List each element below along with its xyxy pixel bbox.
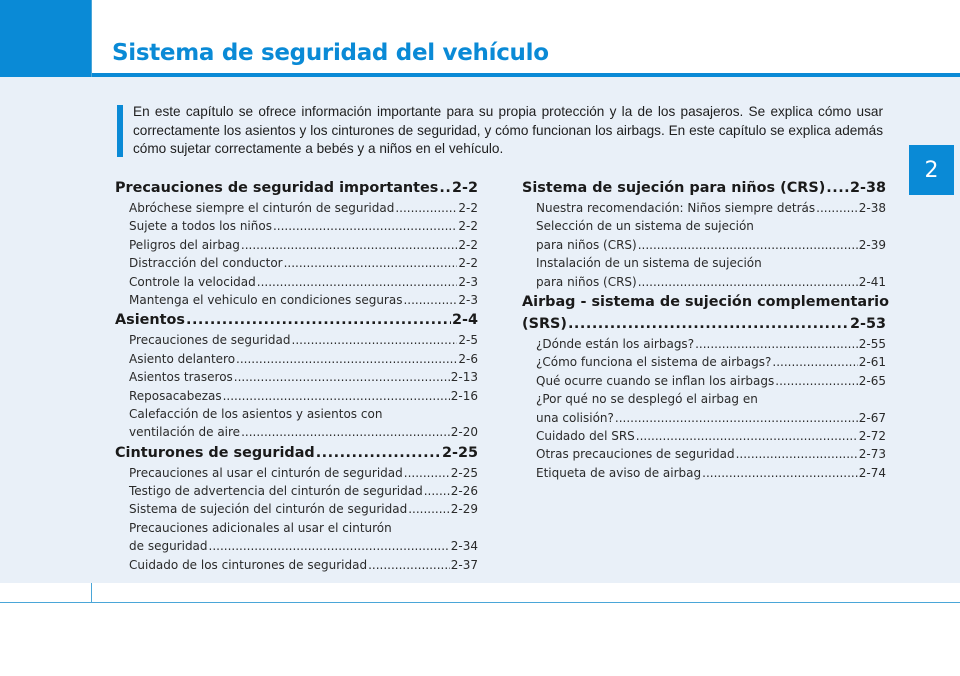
page-number: 2-34 [450, 539, 478, 554]
dot-leader [395, 199, 457, 217]
chapter-tab[interactable] [909, 145, 954, 195]
toc-entry[interactable] [522, 273, 886, 291]
toc-section-title: Asientos [115, 312, 185, 329]
page-number: 2-38 [849, 180, 886, 196]
toc-entry-title: Reposacabezas [129, 388, 222, 403]
toc-entry[interactable] [522, 199, 886, 217]
toc-right-column [522, 177, 889, 482]
page-number: 2-6 [458, 351, 478, 366]
dot-leader [615, 409, 858, 427]
page-number: 2-38 [858, 201, 886, 215]
toc-entry-title: Mantenga el vehiculo en condiciones seguras [129, 292, 403, 307]
intro-accent-bar [117, 105, 123, 157]
page-number: 2-2 [458, 237, 478, 252]
toc-entry-title: Asientos traseros [129, 370, 233, 385]
dot-leader [636, 427, 858, 445]
toc-entry-title: Controle la velocidad [129, 274, 256, 289]
toc-entry-title: Etiqueta de aviso de airbag [536, 465, 702, 480]
dot-leader [638, 236, 858, 254]
toc-entry[interactable] [115, 199, 478, 217]
page-number: 2-13 [450, 370, 478, 385]
toc-entry[interactable] [115, 387, 478, 405]
page-number: 2-5 [458, 333, 478, 348]
toc-entry[interactable] [115, 331, 478, 349]
page-number: 2-2 [452, 180, 478, 196]
page-number: 2-2 [458, 219, 478, 234]
page-number: 2-39 [858, 237, 886, 252]
toc-entry[interactable] [115, 236, 478, 254]
toc-entry[interactable] [115, 217, 478, 235]
toc-entry-title: Qué ocurre cuando se inflan los airbags [536, 373, 775, 388]
page-number: 2-20 [450, 425, 478, 440]
toc-entry-title-line[interactable]: Selección de un sistema de sujeción [536, 219, 754, 234]
toc-entry[interactable] [522, 236, 886, 254]
page-number: 2-55 [858, 336, 886, 351]
page-number: 2-4 [452, 312, 478, 329]
toc-entry[interactable] [522, 409, 886, 427]
toc-entry-title: Asiento delantero [129, 351, 236, 366]
toc-section-title-line[interactable]: Airbag - sistema de sujeción complementario [522, 293, 889, 310]
page-number: 2-3 [458, 292, 478, 307]
dot-leader [702, 464, 858, 482]
dot-leader [368, 556, 450, 574]
toc-entry[interactable] [115, 464, 478, 482]
toc-section-title: Precauciones de seguridad importantes [115, 180, 439, 196]
page-number: 2-53 [849, 315, 886, 332]
toc-entry[interactable] [522, 427, 886, 445]
dot-leader [638, 273, 858, 291]
toc-entry-title: una colisión? [536, 410, 614, 425]
toc-left-column [115, 177, 478, 574]
page-number: 2-67 [858, 410, 886, 425]
toc-entry[interactable] [115, 537, 478, 555]
dot-leader [736, 445, 858, 463]
dot-leader [403, 291, 457, 309]
page-number: 2-16 [450, 388, 478, 403]
toc-entry[interactable] [115, 273, 478, 291]
toc-entry-title: de seguridad [129, 539, 208, 554]
toc-entry[interactable] [522, 445, 886, 463]
toc-entry-title: Otras precauciones de seguridad [536, 447, 735, 462]
page-number: 2-3 [458, 274, 478, 289]
dot-leader [241, 236, 457, 254]
page-number: 2-29 [450, 502, 478, 517]
toc-entry[interactable] [522, 372, 886, 390]
dot-leader [775, 372, 858, 390]
dot-leader [404, 464, 450, 482]
toc-entry-title: Distracción del conductor [129, 256, 283, 271]
toc-entry-title-line[interactable]: Precauciones adicionales al usar el cinturón [129, 520, 392, 535]
dot-leader [772, 353, 857, 371]
toc-entry-title: Precauciones al usar el cinturón de seguridad [129, 465, 403, 480]
toc-section-title: Sistema de sujeción para niños (CRS) [522, 180, 826, 196]
toc-entry-title: para niños (CRS) [536, 237, 637, 252]
page-number: 2-74 [858, 465, 886, 480]
toc-entry[interactable] [522, 464, 886, 482]
toc-section[interactable] [115, 309, 478, 331]
page-number: 2-73 [858, 447, 886, 462]
footer-rule [0, 602, 960, 603]
toc-entry[interactable] [522, 335, 886, 353]
toc-entry[interactable] [115, 254, 478, 272]
toc-entry[interactable] [522, 353, 886, 371]
dot-leader [568, 313, 849, 335]
toc-entry-title: Testigo de advertencia del cinturón de seguridad [129, 484, 423, 499]
toc-entry[interactable] [115, 368, 478, 386]
toc-section-title: Cinturones de seguridad [115, 444, 315, 461]
page-number: 2-61 [858, 355, 886, 370]
page-number: 2-25 [441, 444, 478, 461]
toc-entry-title: Precauciones de seguridad [129, 333, 291, 348]
toc-section[interactable] [522, 177, 886, 199]
toc-entry-title: para niños (CRS) [536, 274, 637, 289]
toc-entry-title: Cuidado del SRS [536, 428, 635, 443]
page-number: 2-2 [458, 201, 478, 215]
chapter-number: 2 [924, 157, 939, 183]
dot-leader [408, 500, 450, 518]
toc-section[interactable] [115, 442, 478, 464]
dot-leader [292, 331, 458, 349]
toc-entry[interactable] [115, 423, 478, 441]
toc-entry-title-line[interactable]: ¿Por qué no se desplegó el airbag en [536, 392, 758, 407]
dot-leader [816, 199, 858, 217]
dot-leader [223, 387, 450, 405]
page-number: 2-72 [858, 428, 886, 443]
dot-leader [316, 442, 441, 464]
dot-leader [424, 482, 450, 500]
toc-entry[interactable] [115, 482, 478, 500]
page-title: Sistema de seguridad del vehículo [112, 40, 549, 66]
toc-section-title: (SRS) [522, 315, 567, 332]
dot-leader [234, 368, 450, 386]
toc-entry[interactable] [115, 350, 478, 368]
page-number: 2-26 [450, 484, 478, 499]
page-number: 2-41 [858, 274, 886, 289]
dot-leader [241, 423, 450, 441]
toc-entry-title: Peligros del airbag [129, 237, 240, 252]
toc-entry-title-line[interactable]: Instalación de un sistema de sujeción [536, 256, 762, 271]
title-underline [92, 73, 960, 77]
toc-entry-title: Sujete a todos los niños [129, 219, 272, 234]
dot-leader [439, 177, 451, 199]
dot-leader [186, 309, 451, 331]
toc-entry[interactable] [115, 291, 478, 309]
intro-paragraph: En este capítulo se ofrece información importante para su propia protección y la de los pasajeros. Se explica cómo usar correctamente los asientos y los cinturones de seguridad, y cómo funcionan los airbags. En este capítulo se explica además cómo sujetar correctamente a bebés y a niños en el vehículo. [133, 104, 883, 156]
toc-section[interactable] [522, 313, 886, 335]
page-number: 2-25 [450, 465, 478, 480]
toc-entry[interactable] [115, 500, 478, 518]
dot-leader [257, 273, 458, 291]
toc-entry-title: ventilación de aire [129, 425, 241, 440]
toc-entry-title: Nuestra recomendación: Niños siempre detrás [536, 201, 816, 215]
page-number: 2-2 [458, 256, 478, 271]
toc-entry-title: ¿Dónde están los airbags? [536, 336, 695, 351]
dot-leader [273, 217, 457, 235]
dot-leader [284, 254, 458, 272]
toc-section[interactable] [115, 177, 478, 199]
dot-leader [695, 335, 858, 353]
toc-entry-title: Sistema de sujeción del cinturón de seguridad [129, 502, 408, 517]
dot-leader [236, 350, 457, 368]
page-number: 2-65 [858, 373, 886, 388]
dot-leader [826, 177, 849, 199]
toc-entry-title: Cuidado de los cinturones de seguridad [129, 557, 368, 572]
dot-leader [209, 537, 450, 555]
toc-entry-title: Abróchese siempre el cinturón de seguridad [129, 201, 395, 215]
page-number: 2-37 [450, 557, 478, 572]
toc-entry[interactable] [115, 556, 478, 574]
toc-entry-title-line[interactable]: Calefacción de los asientos y asientos con [129, 406, 383, 421]
toc-entry-title: ¿Cómo funciona el sistema de airbags? [536, 355, 772, 370]
